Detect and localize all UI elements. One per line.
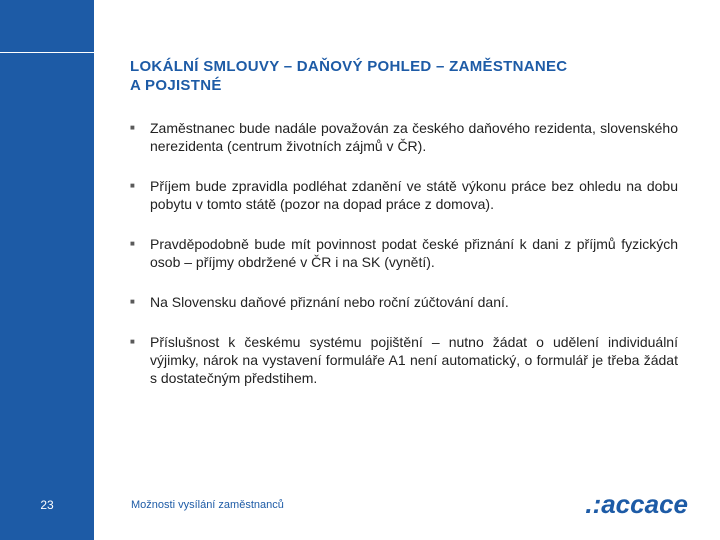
bullet-item — [130, 235, 678, 271]
footer-text: Možnosti vysílání zaměstnanců — [131, 499, 284, 511]
page-number: 23 — [40, 498, 54, 512]
bullet-item — [130, 119, 678, 155]
bullet-text: Příjem bude zpravidla podléhat zdanění ve státě výkonu práce bez ohledu na dobu pobytu v tomto státě (pozor na dopad práce z domova). — [150, 178, 678, 212]
bullet-square-icon: ■ — [130, 239, 135, 248]
bullet-item — [130, 333, 678, 387]
sidebar — [0, 0, 94, 540]
bullet-item — [130, 177, 678, 213]
bullet-list — [130, 119, 678, 387]
sidebar-bottom-block — [0, 53, 94, 540]
bullet-text: Zaměstnanec bude nadále považován za českého daňového rezidenta, slovenského nerezidenta (centrum životních zájmů v ČR). — [150, 120, 678, 154]
slide-title-line-1: LOKÁLNÍ SMLOUVY – DAŇOVÝ POHLED – ZAMĚSTNANEC — [130, 58, 568, 75]
bullet-square-icon: ■ — [130, 181, 135, 190]
bullet-text: Příslušnost k českému systému pojištění – nutno žádat o udělení individuální výjimky, nárok na vystavení formuláře A1 není automatický, o formulář je třeba žádat s dostatečným předstihem. — [150, 334, 678, 386]
bullet-square-icon: ■ — [130, 123, 135, 132]
bullet-text: Pravděpodobně bude mít povinnost podat české přiznání k dani z příjmů fyzických osob – příjmy obdržené v ČR i na SK (vynětí). — [150, 236, 678, 270]
bullet-square-icon: ■ — [130, 337, 135, 346]
bullet-text: Na Slovensku daňové přiznání nebo roční zúčtování daní. — [150, 294, 509, 310]
slide-title — [130, 57, 678, 95]
slide-title-line-2: A POJISTNÉ — [130, 77, 222, 94]
bullet-square-icon: ■ — [130, 297, 135, 306]
sidebar-top-block — [0, 0, 94, 52]
bullet-item — [130, 293, 678, 311]
accace-logo: .:accace — [585, 489, 688, 519]
